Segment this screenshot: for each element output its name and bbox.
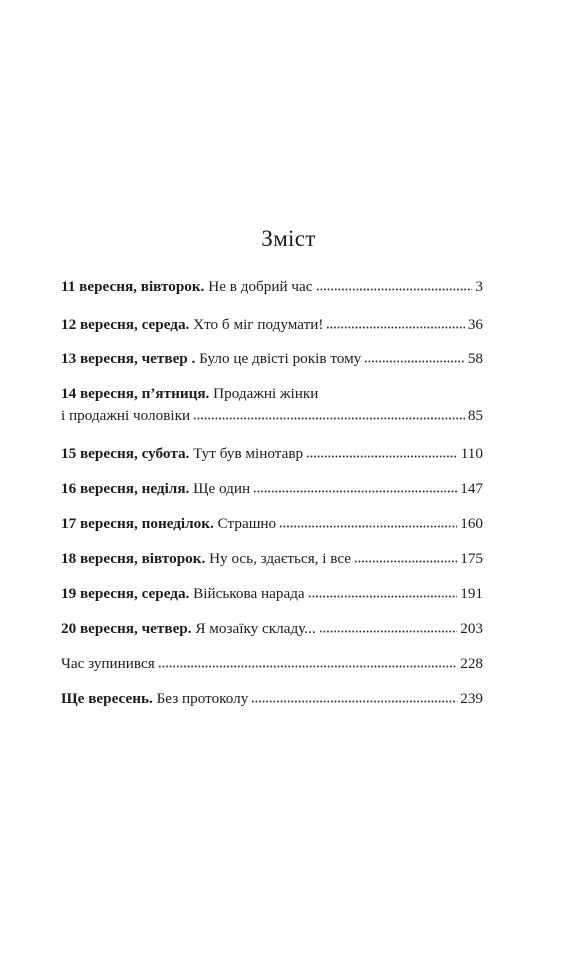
dot-leader	[316, 277, 473, 291]
toc-entry	[61, 548, 483, 570]
entry-title: Страшно	[217, 515, 277, 532]
entry-page-number: 239	[460, 690, 483, 707]
entry-page-number: 160	[460, 515, 483, 532]
entry-title: Ще один	[193, 480, 251, 497]
toc-entry	[61, 653, 483, 675]
entry-title: Я мозаїку складу...	[195, 620, 316, 637]
toc-entry	[61, 688, 483, 710]
toc-entry	[61, 276, 483, 298]
entry-date: 20 вересня, четвер.	[61, 620, 192, 637]
toc-entry	[61, 443, 483, 465]
dot-leader	[251, 689, 457, 703]
entry-date: 15 вересня, субота.	[61, 445, 190, 462]
toc-entry	[61, 583, 483, 605]
toc-entry	[61, 478, 483, 500]
dot-leader	[158, 654, 457, 668]
entry-title: Час зупинився	[61, 655, 155, 672]
dot-leader	[308, 584, 458, 598]
entry-date: Ще вересень.	[61, 690, 153, 707]
entry-title: Продажні жінки	[213, 385, 319, 402]
entry-date: 11 вересня, вівторок.	[61, 278, 205, 295]
entry-page-number: 228	[460, 655, 483, 672]
dot-leader	[319, 619, 458, 633]
toc-entry	[61, 618, 483, 640]
entry-page-number: 203	[460, 620, 483, 637]
dot-leader	[364, 349, 465, 363]
entry-title: Тут був мінотавр	[193, 445, 304, 462]
toc-heading: Зміст	[261, 226, 316, 251]
entry-page-number: 3	[475, 278, 483, 295]
entry-date: 12 вересня, середа.	[61, 316, 190, 333]
entry-page-number: 191	[460, 585, 483, 602]
entry-date: 17 вересня, понеділок.	[61, 515, 214, 532]
entry-date: 19 вересня, середа.	[61, 585, 190, 602]
entry-title: Ну ось, здається, і все	[209, 550, 352, 567]
dot-leader	[253, 479, 457, 493]
entry-title: Військова нарада	[193, 585, 305, 602]
entry-page-number: 110	[460, 445, 483, 462]
toc-entry	[61, 383, 483, 427]
dot-leader	[193, 406, 465, 420]
toc-entry	[61, 314, 483, 336]
entry-date: 14 вересня, п’ятниця.	[61, 385, 210, 402]
entry-title-continuation: і продажні чоловіки	[61, 407, 191, 424]
entry-date: 18 вересня, вівторок.	[61, 550, 206, 567]
entry-title: Не в добрий час	[208, 278, 313, 295]
entry-title: Без протоколу	[156, 690, 249, 707]
entry-date: 16 вересня, неділя.	[61, 480, 190, 497]
dot-leader	[279, 514, 457, 528]
dot-leader	[354, 549, 457, 563]
dot-leader	[326, 315, 464, 329]
dot-leader	[306, 444, 458, 458]
entry-date: 13 вересня, четвер .	[61, 350, 196, 367]
entry-title: Хто б міг подумати!	[193, 316, 324, 333]
entry-page-number: 58	[467, 350, 483, 367]
entry-page-number: 36	[467, 316, 483, 333]
toc-entry	[61, 348, 483, 370]
entry-page-number: 175	[460, 550, 483, 567]
entry-page-number: 85	[467, 407, 483, 424]
entry-title: Було це двісті років тому	[199, 350, 362, 367]
toc-entry	[61, 513, 483, 535]
entry-page-number: 147	[460, 480, 483, 497]
